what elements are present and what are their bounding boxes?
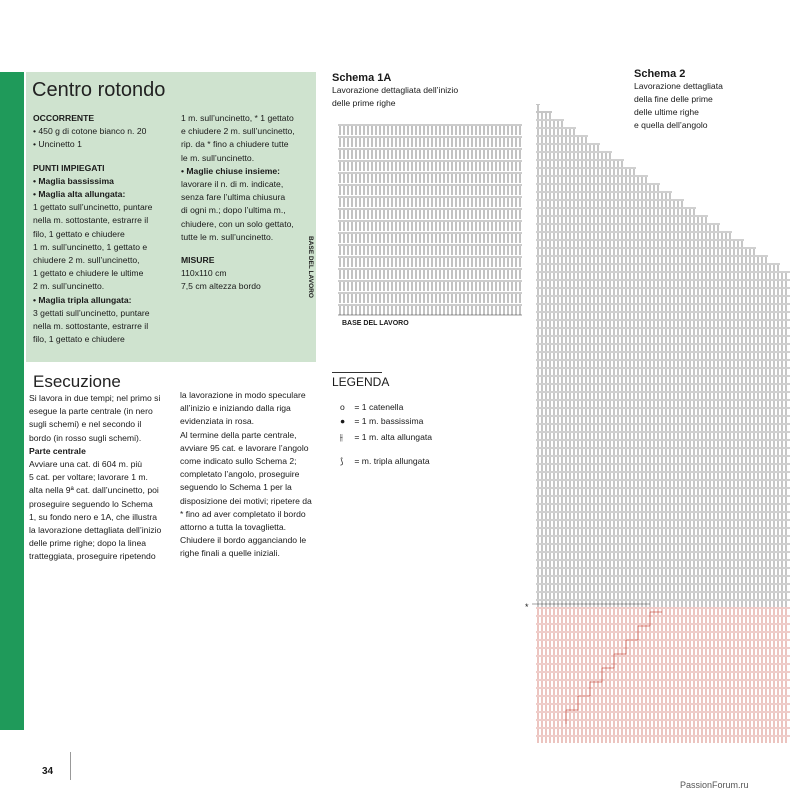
- text-line: Chiudere il bordo agganciando le: [180, 535, 307, 546]
- stitch-alta-heading: • Maglia alta allungata:: [33, 189, 126, 200]
- schema2-chart: [520, 104, 792, 744]
- text-line: Avviare una cat. di 604 m. più: [29, 459, 143, 470]
- text-line: delle prime righe; dopo la linea: [29, 538, 147, 549]
- info-column-2: [181, 112, 313, 294]
- text-line: 1 gettato sull’uncinetto, puntare: [33, 202, 153, 213]
- text-line: rip. da * fino a chiudere tutte: [181, 139, 289, 150]
- text-line: 5 cat. per voltare; lavorare 1 m.: [29, 472, 148, 483]
- schema2-subtitle-line: delle ultime righe: [634, 107, 699, 117]
- legend-item: ⟆ = m. tripla allungata: [340, 456, 430, 466]
- text-line: nella m. sottostante, estrarre il: [33, 215, 149, 226]
- occorrente-item: • 450 g di cotone bianco n. 20: [33, 126, 147, 137]
- text-line: Al termine della parte centrale,: [180, 429, 297, 440]
- double-crochet-icon: ⫲: [340, 432, 343, 442]
- chain-icon: o: [340, 402, 345, 412]
- text-line: 2 m. sull’uncinetto.: [33, 281, 105, 292]
- text-line: attorno a tutta la tovaglietta.: [180, 522, 287, 533]
- text-line: filo, 1 gettato e chiudere: [33, 334, 125, 345]
- text-line: la lavorazione in modo speculare: [180, 390, 306, 400]
- text-line: e chiudere 2 m. sull’uncinetto,: [181, 126, 295, 137]
- stitch-chiuse-heading: • Maglie chiuse insieme:: [181, 165, 281, 176]
- text-line: * fino ad aver completato il bordo: [180, 508, 306, 519]
- text-line: 1 m. sull’uncinetto, 1 gettato e: [33, 241, 148, 252]
- page-side-strip: [0, 72, 24, 730]
- text-line: le m. sull’uncinetto.: [181, 152, 255, 163]
- legend-title: LEGENDA: [332, 375, 390, 389]
- legend-list: [340, 402, 432, 474]
- legend-rule: [332, 372, 382, 373]
- text-line: come indicato sullo Schema 2;: [180, 456, 297, 467]
- text-line: seguendo lo Schema 1 per la: [180, 482, 292, 493]
- parte-centrale-heading: Parte centrale: [29, 445, 86, 456]
- triple-crochet-icon: ⟆: [340, 456, 344, 466]
- stitch-bassissima: • Maglia bassissima: [33, 175, 114, 186]
- occorrente-heading: OCCORRENTE: [33, 113, 95, 123]
- schema1a-bottom-label: BASE DEL LAVORO: [342, 320, 409, 327]
- text-line: nella m. sottostante, estrarre il: [33, 321, 149, 332]
- schema1a-side-label: BASE DEL LAVORO: [307, 236, 314, 298]
- schema2-marker: *: [525, 602, 529, 612]
- text-line: lavorare il n. di m. indicate,: [181, 179, 284, 190]
- text-line: chiudere 2 m. sull’uncinetto,: [33, 255, 140, 266]
- text-line: 3 gettati sull’uncinetto, puntare: [33, 307, 150, 318]
- schema2-subtitle-line: e quella dell’angolo: [634, 120, 708, 130]
- slip-stitch-icon: ●: [340, 416, 346, 426]
- text-line: righe finali a quelle iniziali.: [180, 548, 280, 559]
- text-line: chiudere, con un solo gettato,: [181, 218, 294, 229]
- watermark: PassionForum.ru: [680, 780, 749, 790]
- punti-heading: PUNTI IMPIEGATI: [33, 162, 105, 173]
- text-line: 7,5 cm altezza bordo: [181, 281, 261, 292]
- text-line: alta nella 9ª cat. dall’uncinetto, poi: [29, 485, 159, 496]
- text-line: evidenziata in rosa.: [180, 416, 255, 427]
- text-line: 110x110 cm: [181, 268, 227, 279]
- text-line: sugli schemi) e nel secondo il: [29, 419, 142, 430]
- legend-item: ⫲ = 1 m. alta allungata: [340, 432, 433, 442]
- schema2-subtitle-line: Lavorazione dettagliata: [634, 81, 723, 91]
- esecuzione-column-1: [29, 392, 169, 564]
- box-title: Centro rotondo: [32, 79, 166, 101]
- text-line: esegue la parte centrale (in nero: [29, 406, 153, 417]
- text-line: senza fare l’ultima chiusura: [181, 192, 286, 203]
- text-line: 1 m. sull’uncinetto, * 1 gettato: [181, 113, 294, 123]
- text-line: all’inizio e iniziando dalla riga: [180, 403, 291, 414]
- page-number: 34: [42, 766, 54, 777]
- text-line: completato l’angolo, proseguire: [180, 469, 300, 480]
- legend-item: ● = 1 m. bassissima: [340, 416, 424, 426]
- text-line: avviare 95 cat. e lavorare l’angolo: [180, 442, 309, 453]
- schema1a-subtitle-line: delle prime righe: [332, 98, 396, 108]
- occorrente-item: • Uncinetto 1: [33, 139, 82, 150]
- text-line: tutte le m. sull’uncinetto.: [181, 231, 274, 242]
- page-rule: [70, 752, 71, 780]
- misure-heading: MISURE: [181, 255, 215, 266]
- schema1a-title: Schema 1A: [332, 72, 392, 84]
- text-line: di ogni m.; dopo l’ultima m.,: [181, 205, 286, 216]
- schema1a-chart: [338, 124, 524, 316]
- info-column-1: [33, 112, 173, 346]
- text-line: 1, su fondo nero e 1A, che illustra: [29, 511, 158, 522]
- schema2-title: Schema 2: [634, 68, 686, 80]
- text-line: la lavorazione dettagliata dell’inizio: [29, 525, 162, 536]
- text-line: proseguire seguendo lo Schema: [29, 498, 153, 509]
- legend-item: o = 1 catenella: [340, 402, 404, 412]
- schema1a-subtitle-line: Lavorazione dettagliata dell’inizio: [332, 85, 459, 95]
- esecuzione-title: Esecuzione: [33, 372, 121, 391]
- text-line: Si lavora in due tempi; nel primo si: [29, 393, 161, 403]
- text-line: filo, 1 gettato e chiudere: [33, 228, 125, 239]
- text-line: disposizione dei motivi; ripetere da: [180, 495, 312, 506]
- stitch-tripla-heading: • Maglia tripla allungata:: [33, 294, 132, 305]
- text-line: bordo (in rosso sugli schemi).: [29, 432, 142, 443]
- text-line: 1 gettato e chiudere le ultime: [33, 268, 144, 279]
- schema1a-header: [332, 72, 458, 110]
- text-line: tratteggiata, proseguire ripetendo: [29, 551, 156, 562]
- schema2-subtitle-line: della fine delle prime: [634, 94, 713, 104]
- esecuzione-column-2: [180, 389, 320, 561]
